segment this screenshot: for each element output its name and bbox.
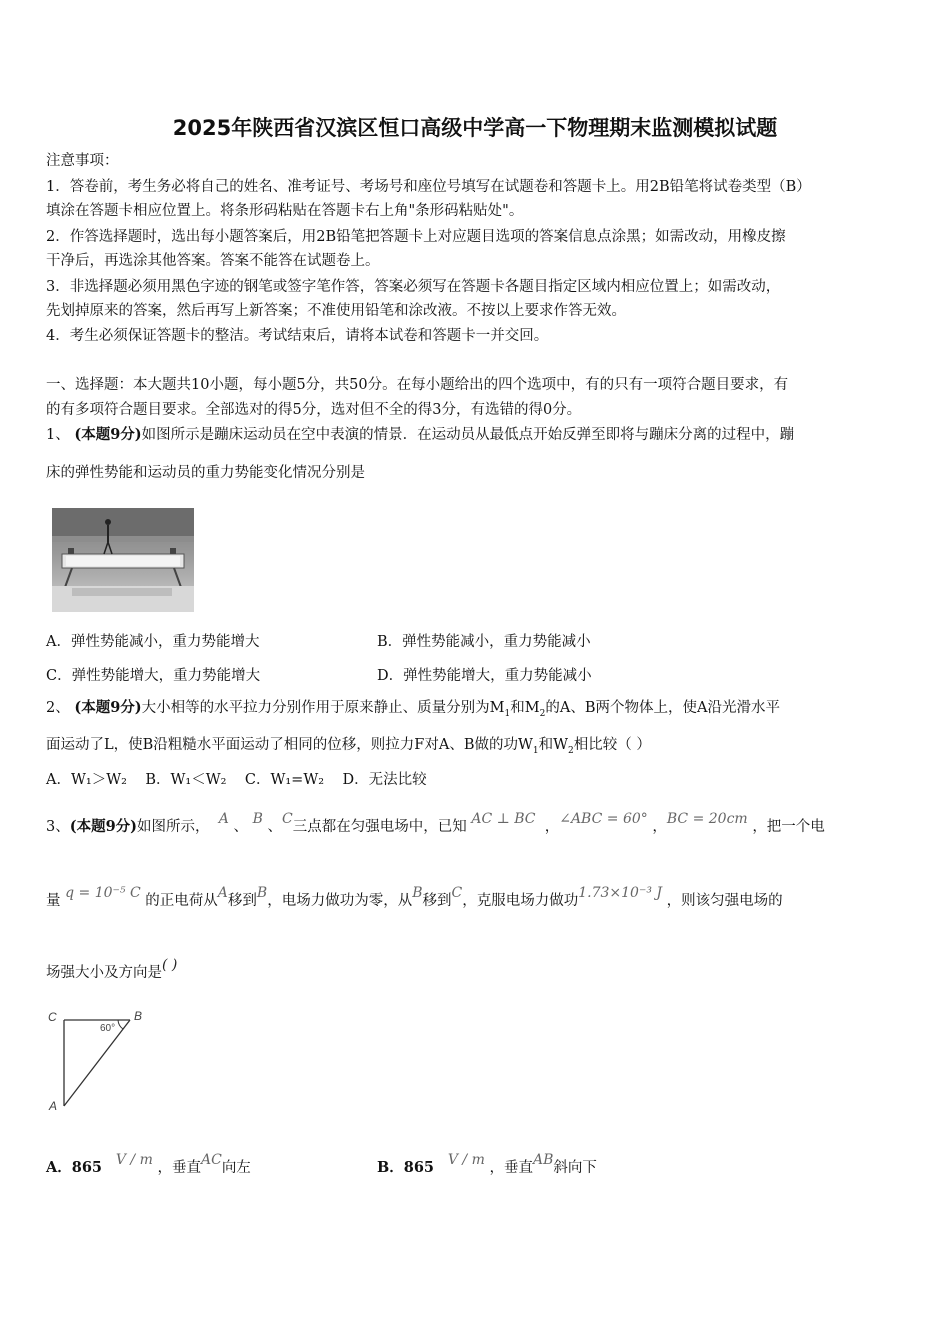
math-segment: AC [200,1152,222,1168]
page-title: 2025年陕西省汉滨区恒口高级中学高一下物理期末监测模拟试题 [172,116,778,140]
option-a[interactable]: A．W₁＞W₂ [46,772,127,788]
figure-angle-label: 60° [100,1023,116,1034]
option-text: 向左 [221,1160,251,1176]
math-point-c: C [451,885,463,901]
math-unit: V / m [447,1152,485,1168]
figure-label-a: A [49,1099,58,1113]
math-charge: q = 10⁻⁵ C [65,885,141,901]
figure-label-c: C [48,1010,57,1024]
notice-heading: 注意事项： [46,153,119,169]
question-text: 大小相等的水平拉力分别作用于原来静止、质量分别为M [141,700,505,716]
question-text: 相比较（ ） [573,737,651,753]
option-a[interactable] [46,1152,251,1177]
question-text: 的正电荷从 [145,893,218,909]
question-2-line [46,734,908,762]
subscript: 2 [568,745,574,756]
option-c[interactable]: C．W₁=W₂ [244,772,325,788]
notice-line: 先划掉原来的答案，然后再写上新答案；不准使用铅笔和涂改液。不按以上要求作答无效。 [46,303,626,319]
question-number: 1、 [46,427,70,443]
question-text: 和W [538,737,569,753]
question-text: 如图所示， [137,819,210,835]
separator: ， [652,819,667,835]
notice-line: 1．答卷前，考生务必将自己的姓名、准考证号、考场号和座位号填写在试题卷和答题卡上。用2B铅笔将试卷类型（B） [46,179,811,195]
math-unit: V / m [115,1152,153,1168]
question-text: 场强大小及方向是 [46,965,162,981]
option-b[interactable]: B．弹性势能减小，重力势能减小 [377,634,591,650]
option-text: ，垂直 [489,1160,533,1176]
notice-line: 填涂在答题卡相应位置上。将条形码粘贴在答题卡右上角"条形码粘贴处"。 [46,203,524,219]
section-intro: 一、选择题：本大题共10小题，每小题5分，共50分。在每小题给出的四个选项中，有的只有一项符合题目要求，有 [46,377,789,393]
question-text: 三点都在匀强电场中，已知 [292,819,467,835]
option-text: ，垂直 [157,1160,201,1176]
question-3-line [46,885,908,912]
question-score: (本题9分) [69,818,138,835]
question-text: ，电场力做功为零，从 [267,893,413,909]
question-number: 3、 [46,819,70,835]
notice-line: 干净后，再选涂其他答案。答案不能答在试题卷上。 [46,253,380,269]
math-perpendicular: AC ⊥ BC [471,811,536,827]
math-point-b: B [256,885,268,901]
math-bc-length: BC = 20cm [666,811,748,827]
question-text: 如图所示是蹦床运动员在空中表演的情景．在运动员从最低点开始反弹至即将与蹦床分离的过程中，蹦 [141,427,795,443]
question-score: (本题9分) [74,426,142,443]
notice-line: 2．作答选择题时，选出每小题答案后，用2B铅笔把答题卡上对应题目选项的答案信息点涂黑；如需改动，用橡皮擦 [46,229,786,245]
math-point-a: A [218,811,229,827]
triangle-figure [44,1006,154,1114]
option-b[interactable] [377,1152,597,1177]
option-d[interactable]: D．弹性势能增大，重力势能减小 [377,668,592,684]
trampoline-photo [52,508,194,612]
option-text: 斜向下 [553,1160,597,1176]
notice-line: 4．考生必须保证答题卡的整洁。考试结束后，请将本试卷和答题卡一并交回。 [46,328,549,344]
math-point-b: B [412,885,423,901]
option-a[interactable]: A．弹性势能减小，重力势能增大 [46,634,260,650]
question-1-line: 床的弹性势能和运动员的重力势能变化情况分别是 [46,465,365,481]
question-text: ，克服电场力做功 [462,893,579,909]
question-text: 面运动了L，使B沿粗糙水平面运动了相同的位移，则拉力F对A、B做的功W [46,737,533,753]
option-c[interactable]: C．弹性势能增大，重力势能增大 [46,668,261,684]
subscript: 1 [504,708,511,719]
figure-label-b: B [134,1009,143,1023]
separator: 、 [233,819,248,835]
question-text: 量 [46,893,61,909]
separator: 、 [267,819,283,835]
question-text: 移到 [227,893,257,909]
separator: ， [544,819,560,835]
question-text: 的A、B两个物体上，使A沿光滑水平 [545,700,780,716]
question-3-line [46,811,908,838]
question-number: 2、 [46,700,70,716]
math-point-b: B [252,811,263,827]
answer-paren: ( ) [162,957,178,973]
question-text: 移到 [422,893,452,909]
question-1-line [46,424,908,446]
question-score: (本题9分) [74,699,142,716]
subscript: 2 [539,708,546,719]
math-point-a: A [217,885,228,901]
option-label: B．865 [377,1159,435,1176]
subscript: 1 [532,745,539,756]
question-2-line [46,697,908,725]
section-intro: 的有多项符合题目要求。全部选对的得5分，选对但不全的得3分，有选错的得0分。 [46,402,582,418]
math-angle: ∠ABC = 60° [559,811,648,827]
option-d[interactable]: D．无法比较 [342,772,427,788]
question-text: ，则该匀强电场的 [666,893,783,909]
question-3-line [46,957,908,984]
math-point-c: C [282,811,293,827]
notice-line: 3．非选择题必须用黑色字迹的钢笔或签字笔作答，答案必须写在答题卡各题目指定区域内相应位置上；如需改动， [46,279,781,295]
question-2-options [46,769,908,791]
math-work: 1.73×10⁻³ J [578,885,663,901]
question-text: ，把一个电 [752,819,825,835]
math-segment: AB [532,1152,554,1168]
option-label: A．865 [46,1159,103,1176]
question-text: 和M [510,700,540,716]
option-b[interactable]: B．W₁＜W₂ [145,772,227,788]
